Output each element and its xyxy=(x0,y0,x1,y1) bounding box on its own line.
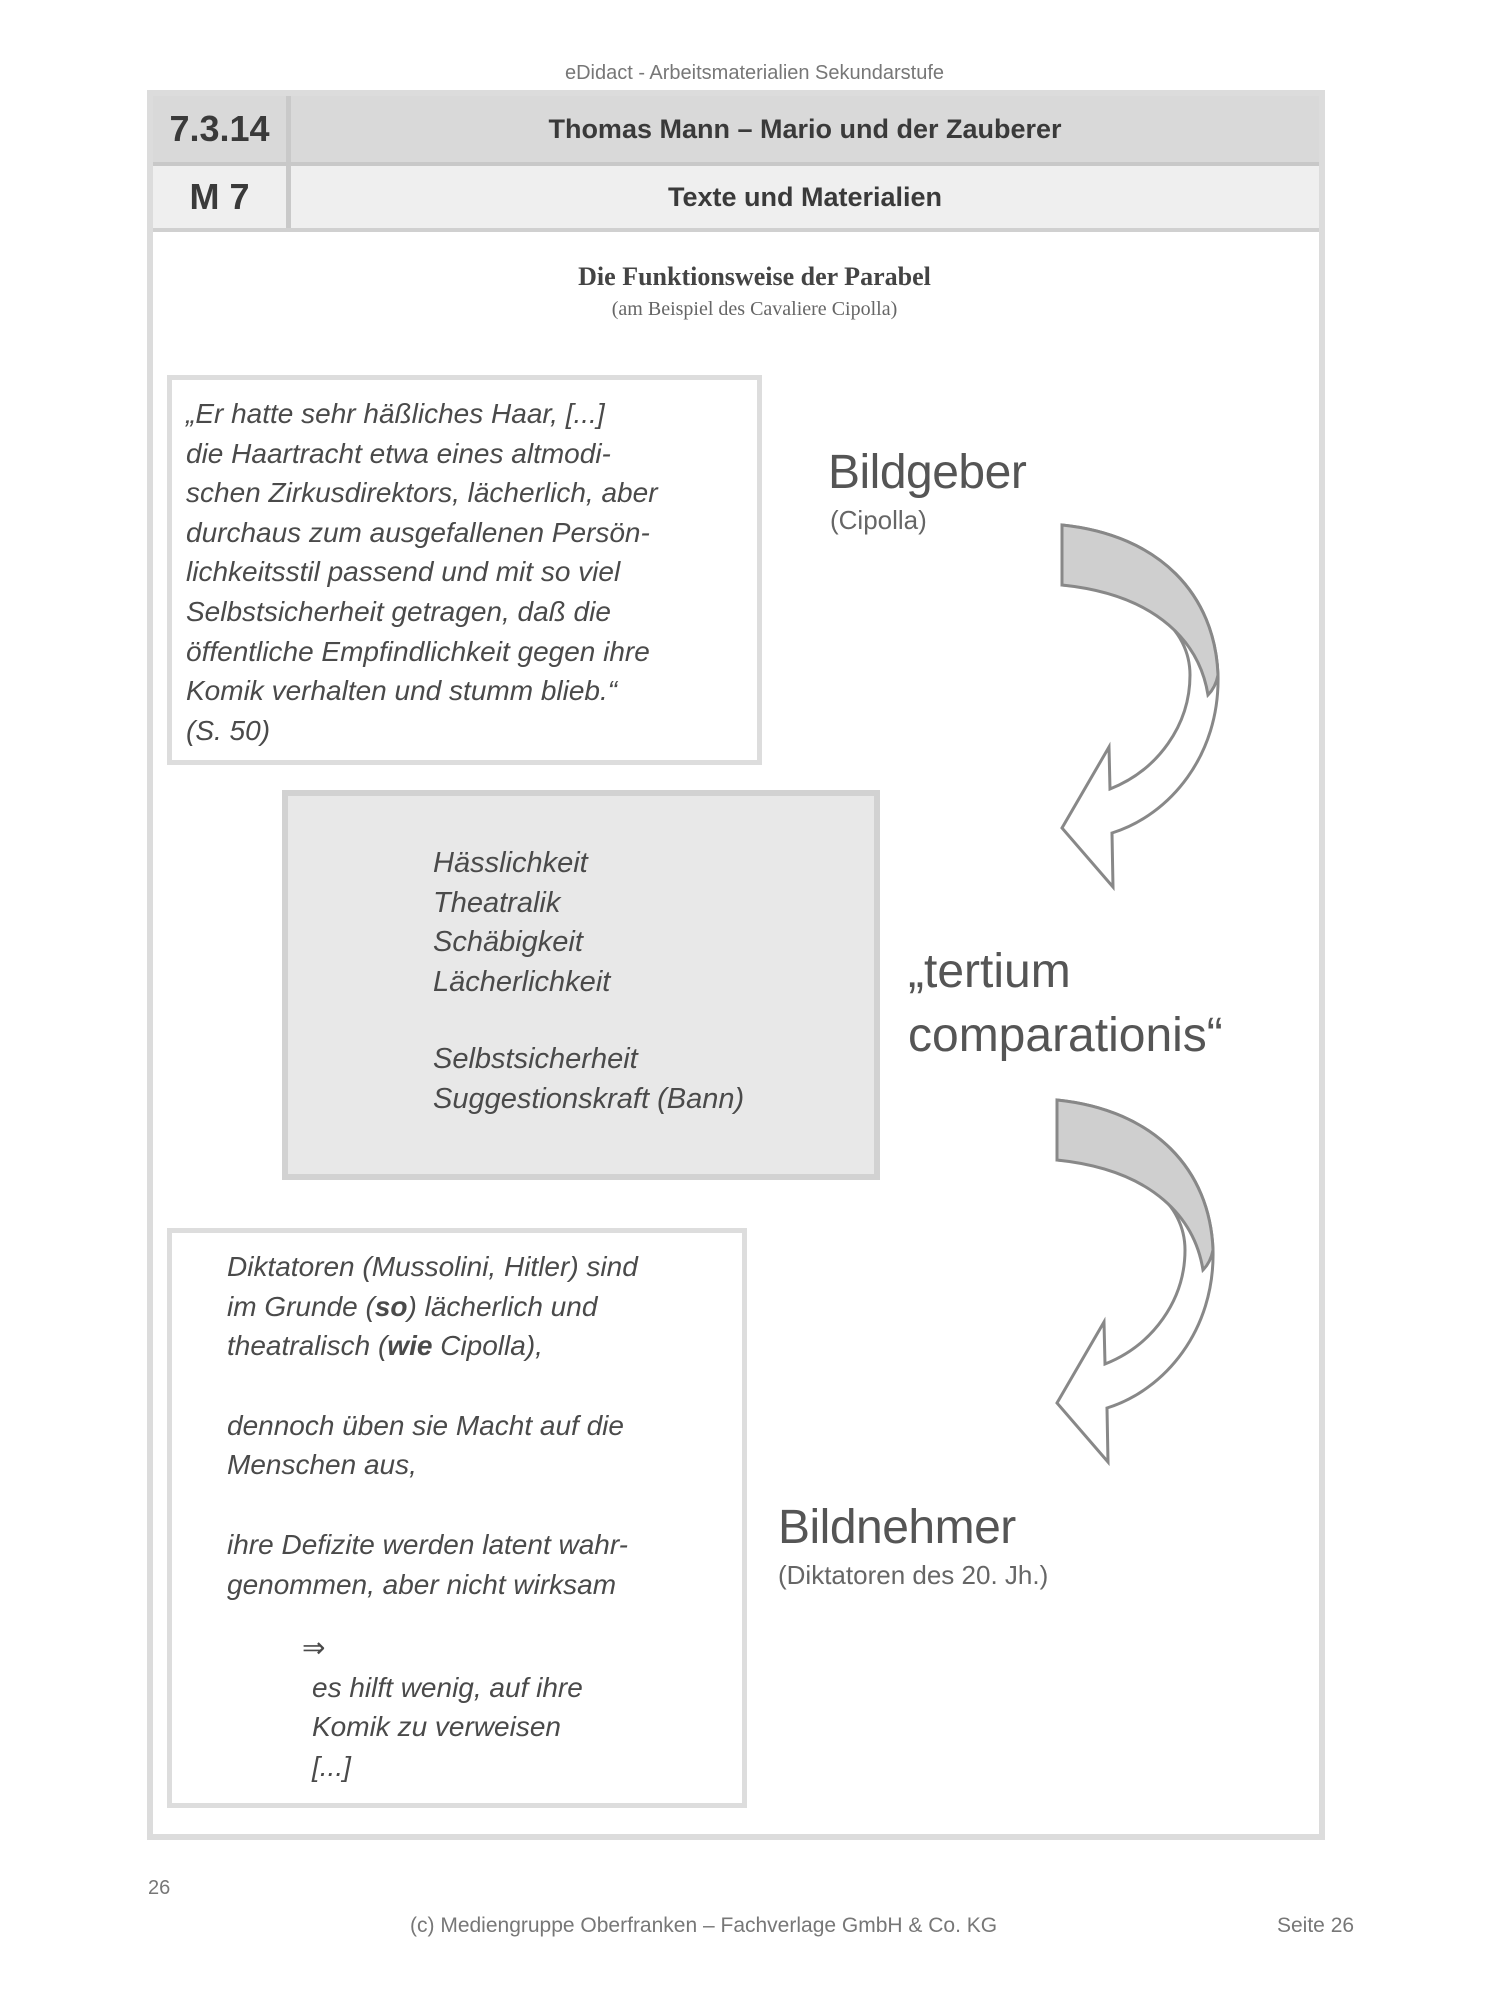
bildgeber-label: Bildgeber xyxy=(828,446,1027,499)
tertium-item: Selbstsicherheit xyxy=(433,1043,638,1075)
tertium-item: Lächerlichkeit xyxy=(433,965,611,998)
implies-arrow-icon: ⇒ xyxy=(302,1632,326,1664)
dictator-paragraph: ihre Defizite werden latent wahr- genommen, aber nicht wirksam xyxy=(227,1528,629,1600)
dictator-conclusion: es hilft wenig, auf ihre Komik zu verweisen [...] xyxy=(312,1671,583,1782)
header-row-section xyxy=(153,166,1319,232)
publisher-caption: eDidact - Arbeitsmaterialien Sekundarstufe xyxy=(564,62,945,84)
header-row-title xyxy=(153,96,1319,166)
tertium-item: Hässlichkeit xyxy=(433,847,588,879)
tertium-comparationis-label: „tertium comparationis“ xyxy=(908,945,1223,1062)
tertium-item: Schäbigkeit xyxy=(433,926,583,958)
dictator-paragraph: dennoch üben sie Macht auf die Menschen aus, xyxy=(227,1409,624,1481)
page-number: 26 xyxy=(148,1877,171,1899)
bildnehmer-label: Bildnehmer xyxy=(778,1501,1016,1554)
material-number: M 7 xyxy=(153,166,291,228)
page-label: Seite 26 xyxy=(1277,1914,1355,1937)
quote-box: „Er hatte sehr häßliches Haar, [...] die Haartracht etwa eines altmodi- schen Zirkusdirektors, lächerlich, aber durchaus zum ausgefallenen Persön- lichkeitsstil passend und mit so viel Selbstsicherheit getragen, daß die öffentliche Empfindlichkeit gegen ihre Komik verhalten und stumm blieb.“ (S. 50) xyxy=(167,375,762,765)
curved-arrow-icon xyxy=(1035,1090,1235,1480)
worksheet-title: Thomas Mann – Mario und der Zauberer xyxy=(548,113,1062,144)
tertium-box xyxy=(282,790,880,1180)
document-title: Die Funktionsweise der Parabel xyxy=(578,262,931,291)
tertium-item: Suggestionskraft (Bann) xyxy=(433,1082,745,1115)
bildgeber-sublabel: (Cipolla) xyxy=(830,505,927,535)
dictator-paragraph: Diktatoren (Mussolini, Hitler) sind im Grunde (so) lächerlich und theatralisch (wie Cipolla), xyxy=(227,1251,638,1362)
document-subtitle: (am Beispiel des Cavaliere Cipolla) xyxy=(611,298,898,320)
copyright-footer: (c) Mediengruppe Oberfranken – Fachverlage GmbH & Co. KG xyxy=(410,1914,998,1937)
bildnehmer-sublabel: (Diktatoren des 20. Jh.) xyxy=(778,1560,1049,1590)
chapter-number: 7.3.14 xyxy=(153,96,291,162)
tertium-item: Theatralik xyxy=(433,886,561,919)
dictator-box xyxy=(167,1228,747,1808)
curved-arrow-icon xyxy=(1040,515,1240,905)
section-title: Texte und Materialien xyxy=(667,181,943,212)
